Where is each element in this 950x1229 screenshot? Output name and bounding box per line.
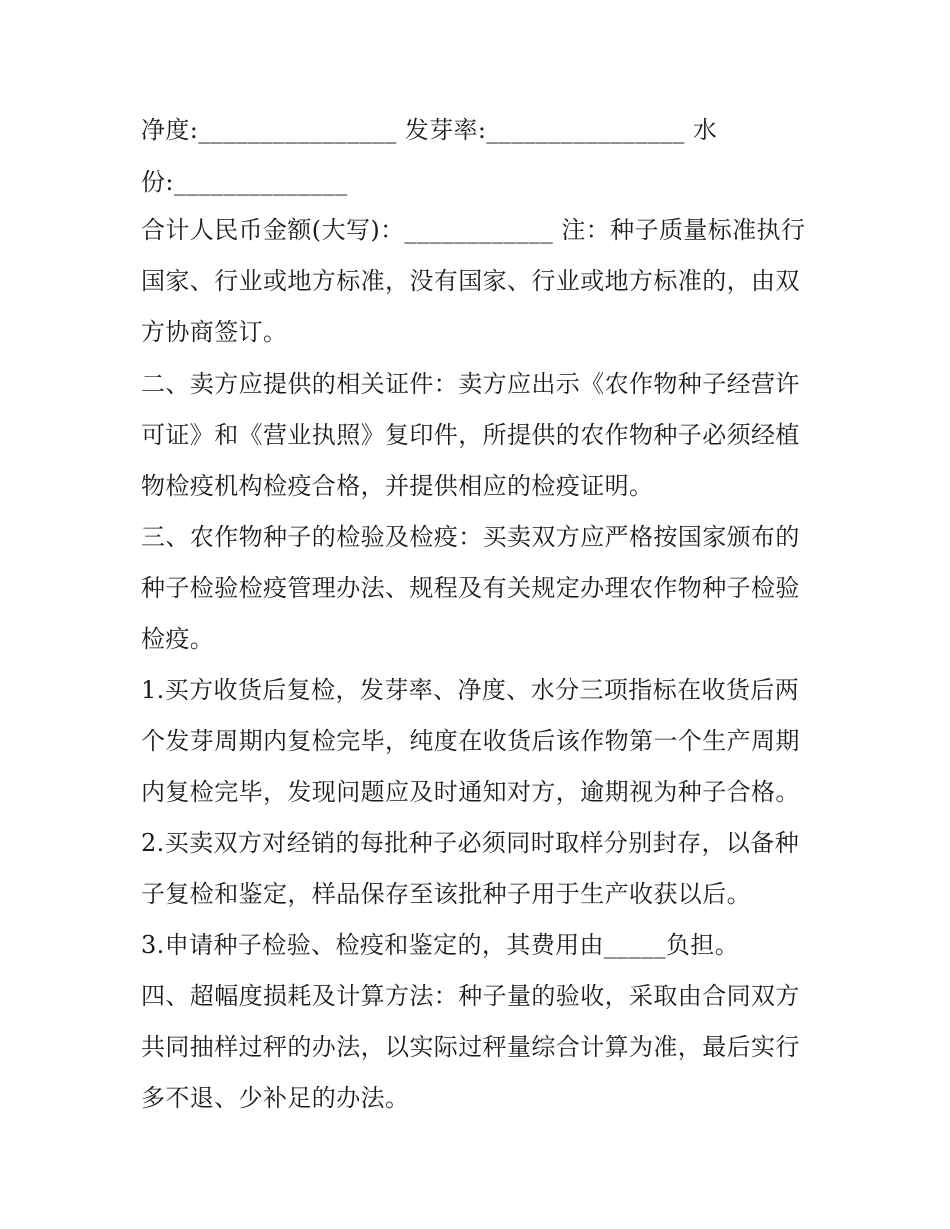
text-line: 个发芽周期内复检完毕，纯度在收货后该作物第一个生产周期 <box>141 727 800 755</box>
text-line: 多不退、少补足的办法。 <box>141 1084 410 1112</box>
text-line: 可证》和《营业执照》复印件，所提供的农作物种子必须经植 <box>141 421 800 449</box>
text-line: 三、农作物种子的检验及检疫：买卖双方应严格按国家颁布的 <box>141 523 800 551</box>
text-line: 物检疫机构检疫合格，并提供相应的检疫证明。 <box>141 472 654 500</box>
text-line: 方协商签订。 <box>141 318 288 346</box>
text-line: 1.买方收货后复检，发芽率、净度、水分三项指标在收货后两 <box>141 676 800 704</box>
text-line: 净度:________________ 发芽率:________________ 水 <box>141 116 718 144</box>
text-line: 合计人民币金额(大写)：____________ 注：种子质量标准执行 <box>141 216 806 244</box>
text-line: 内复检完毕，发现问题应及时通知对方，逾期视为种子合格。 <box>141 778 800 806</box>
text-line: 共同抽样过秤的办法，以实际过秤量综合计算为准，最后实行 <box>141 1033 800 1061</box>
text-line: 检疫。 <box>141 625 215 653</box>
text-line: 种子检验检疫管理办法、规程及有关规定办理农作物种子检验 <box>141 574 800 602</box>
text-line: 子复检和鉴定，样品保存至该批种子用于生产收获以后。 <box>141 880 751 908</box>
text-line: 份:______________ <box>141 168 348 196</box>
text-line: 3.申请种子检验、检疫和鉴定的，其费用由_____负担。 <box>141 931 740 959</box>
text-line: 二、卖方应提供的相关证件：卖方应出示《农作物种子经营许 <box>141 370 800 398</box>
text-line: 四、超幅度损耗及计算方法：种子量的验收，采取由合同双方 <box>141 982 800 1010</box>
text-line: 2.买卖双方对经销的每批种子必须同时取样分别封存，以备种 <box>141 829 800 857</box>
text-line: 国家、行业或地方标准，没有国家、行业或地方标准的，由双 <box>141 267 800 295</box>
